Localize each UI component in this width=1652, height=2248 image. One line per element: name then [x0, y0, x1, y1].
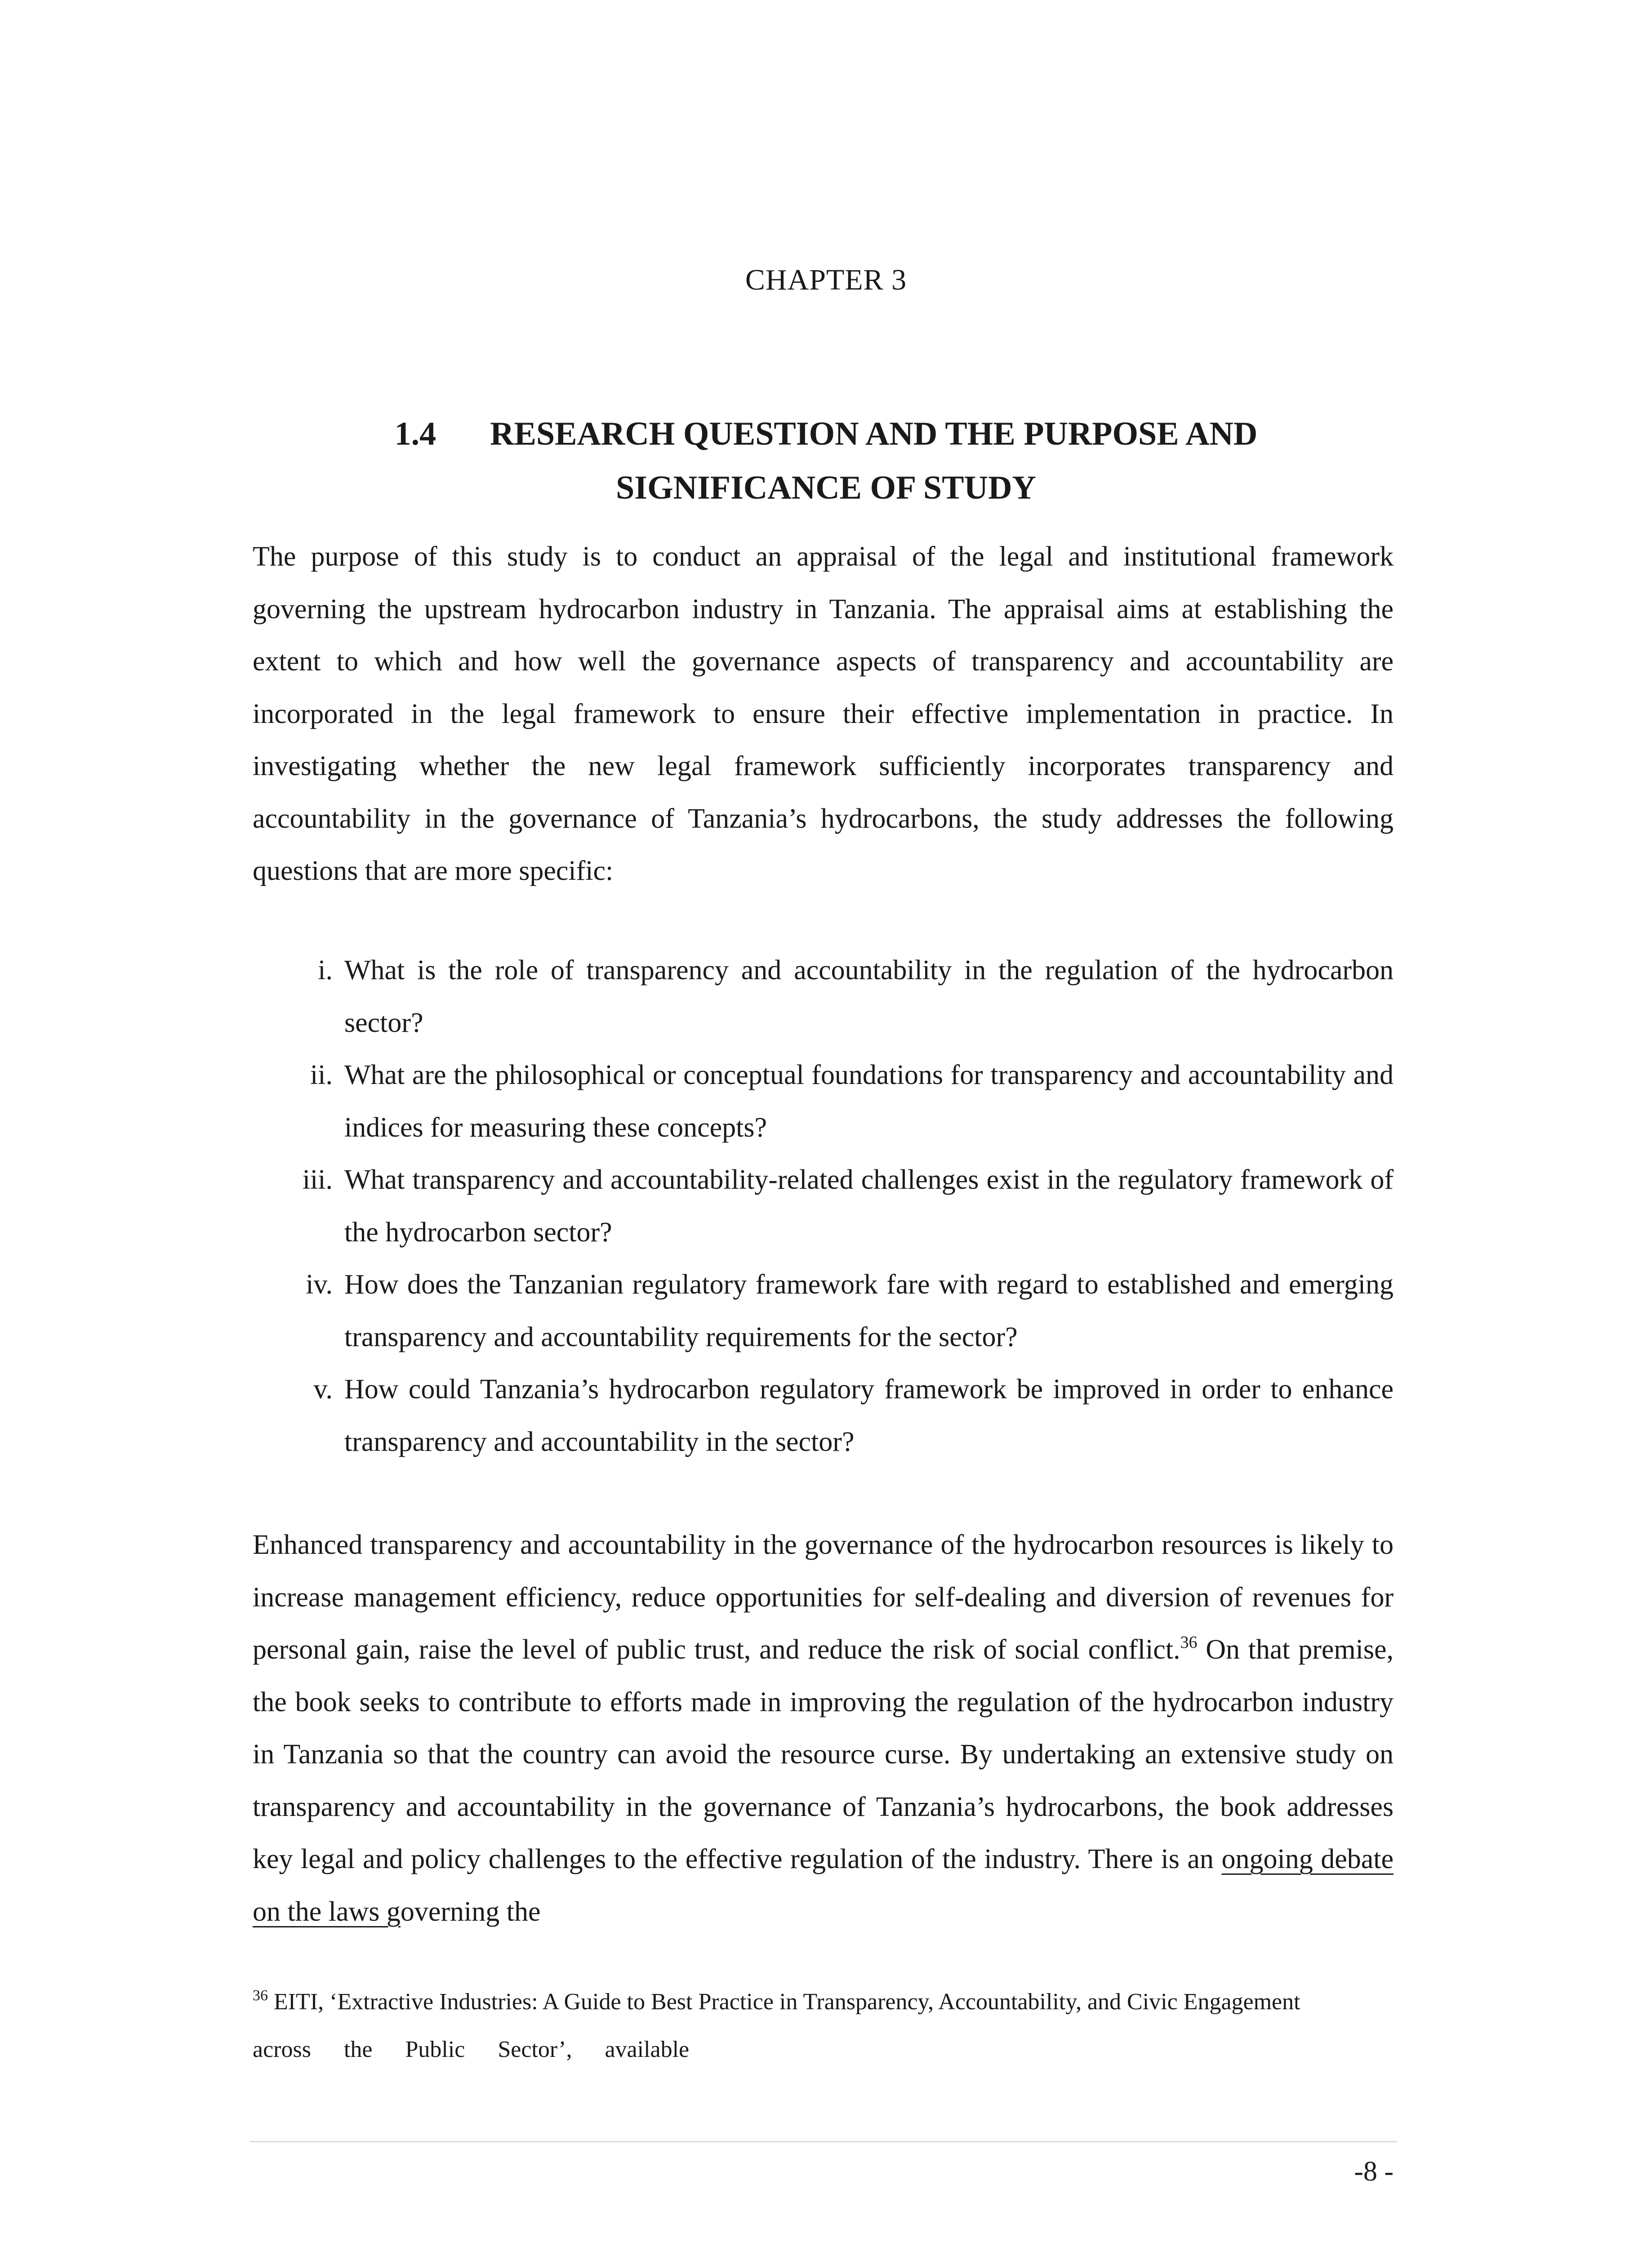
significance-text-part2: On that premise, the book seeks to contribute to efforts made in improving the regulation of the hydrocarbon industry in Tanzania so that the country can avoid the resource curse. By undertaking an extensive study on transparency and accountability in the governance of Tanzania’s hydrocarbons, the book addresses key legal and policy challenges to the effective regulation of the industry. There is an: [253, 1634, 1394, 1874]
list-item-text: What are the philosophical or conceptual foundations for transparency and accountability and indices for measuring these concepts?: [344, 1060, 1394, 1143]
list-item: [253, 944, 1394, 1049]
section-heading: [0, 407, 1652, 515]
underlined-text: ongoing debate on the laws g: [253, 1844, 1394, 1927]
footnote-marker: 36: [253, 1987, 268, 2004]
footnote-line1: [253, 1978, 1394, 2026]
section-heading-line1: [0, 407, 1652, 461]
list-item-numeral: i.: [318, 955, 333, 986]
list-item-text: What is the role of transparency and accountability in the regulation of the hydrocarbon sector?: [344, 955, 1394, 1038]
intro-paragraph-block: [253, 531, 1394, 897]
list-item: [253, 1049, 1394, 1154]
significance-paragraph-block: [253, 1519, 1394, 1938]
list-item: [253, 1154, 1394, 1258]
intro-paragraph: The purpose of this study is to conduct an appraisal of the legal and institutional framework governing the upstream hydrocarbon industry in Tanzania. The appraisal aims at establishing the extent to which and how well the governance aspects of transparency and accountability are incorporated in the legal framework to ensure their effective implementation in practice. In investigating whether the new legal framework sufficiently incorporates transparency and accountability in the governance of Tanzania’s hydrocarbons, the study addresses the following questions that are more specific:: [253, 541, 1394, 886]
footer-divider: [249, 2141, 1397, 2142]
chapter-label: CHAPTER 3: [745, 263, 907, 296]
footnote: [253, 1978, 1394, 2074]
list-item-numeral: v.: [313, 1374, 333, 1405]
section-title-line2: SIGNIFICANCE OF STUDY: [616, 469, 1036, 506]
footnote-reference[interactable]: 36: [1180, 1633, 1198, 1652]
list-item-text: What transparency and accountability-related challenges exist in the regulatory framework of the hydrocarbon sector?: [344, 1164, 1394, 1248]
list-item-numeral: iv.: [306, 1269, 333, 1300]
footnote-text-line2: across the Public Sector’, available: [253, 2037, 690, 2062]
section-number: 1.4: [394, 415, 436, 452]
list-item-numeral: ii.: [310, 1060, 333, 1090]
section-title-line1: RESEARCH QUESTION AND THE PURPOSE AND: [490, 415, 1258, 452]
list-item: [253, 1363, 1394, 1468]
list-item-text: How does the Tanzanian regulatory framework fare with regard to established and emerging transparency and accountability requirements for the sector?: [344, 1269, 1394, 1352]
significance-text-part1: Enhanced transparency and accountability in the governance of the hydrocarbon resources is likely to increase management efficiency, reduce opportunities for self-dealing and diversion of revenues for personal gain, raise the level of public trust, and reduce the risk of social conflict.: [253, 1530, 1394, 1665]
list-item-numeral: iii.: [302, 1164, 333, 1195]
footnote-text-line1: EITI, ‘Extractive Industries: A Guide to Best Practice in Transparency, Accountability, and Civic Engagement: [268, 1989, 1300, 2015]
list-item: [253, 1258, 1394, 1363]
significance-text-part3: overning the: [400, 1896, 541, 1927]
research-questions-list: [253, 944, 1394, 1468]
list-item-text: How could Tanzania’s hydrocarbon regulatory framework be improved in order to enhance transparency and accountability in the sector?: [344, 1374, 1394, 1457]
significance-paragraph: [253, 1519, 1394, 1938]
page-number: -8 -: [1354, 2156, 1394, 2187]
